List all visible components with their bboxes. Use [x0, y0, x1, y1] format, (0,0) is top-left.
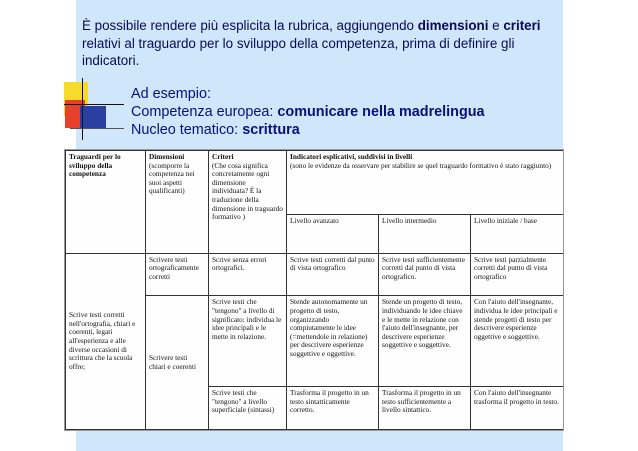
criterion-cell: Scrive testi che "tengono" a livello di significato: individua le idee principali e le mette in relazione. [209, 296, 287, 387]
rubric-table-container [64, 149, 564, 431]
intermediate-cell: Scrive testi sufficientemente corretti dal punto di vista ortografico. [379, 253, 471, 296]
table-row [66, 253, 564, 296]
header-dimensioni: Dimensioni (scomporre la competenza nei suoi aspetti qualificanti) [146, 151, 209, 254]
competence-line [131, 103, 485, 121]
example-block [131, 85, 485, 139]
header-traguardi: Traguardi per lo sviluppo della competenza [66, 151, 146, 254]
example-heading: Ad esempio: [131, 86, 211, 102]
level-advanced: Livello avanzato [287, 214, 379, 253]
criterion-cell: Scrive senza errori ortografici. [209, 253, 287, 296]
intermediate-cell: Stende un progetto di testo, individuando le idee chiave e le mette in relazione con l'aiuto dell'insegnante, per descrivere esperienze soggettive e soggettive. [379, 296, 471, 387]
competence-value: comunicare nella madrelingua [277, 104, 485, 120]
rubric-table [65, 150, 564, 430]
nucleus-value: scrittura [242, 122, 300, 138]
header-criteri: Criteri (Che cosa significa concretamente ogni dimensione individuata? È la traduzione della dimensione in traguardo formativo ) [209, 151, 287, 254]
advanced-cell: Scrive testi corretti dal punto di vista ortografico [287, 253, 379, 296]
dimension-cell: Scrivere testi chiari e coerenti [146, 296, 209, 430]
competence-label: Competenza europea: [131, 104, 278, 120]
intro-paragraph [82, 17, 554, 70]
table-header-row [66, 151, 564, 215]
header-indicatori: Indicatori esplicativi, suddivisi in livelli (sono le evidenze da osservare per stabilire se quel traguardo formativo è stato raggiunto) [287, 151, 564, 215]
basic-cell: Con l'aiuto dell'insegnante, individua le idee principali e stende progetti di testo per descrivere esperienze oggettive e soggettive. [471, 296, 564, 387]
basic-cell: Scrive testi parzialmente corretti dal punto di vista ortografico [471, 253, 564, 296]
intermediate-cell: Trasforma il progetto in un testo sufficientemente a livello sintattico. [379, 387, 471, 430]
level-basic: Livello iniziale / base [471, 214, 564, 253]
intro-text-3: relativi al traguardo per lo sviluppo della competenza, prima di definire gli indicatori. [82, 35, 515, 68]
competence-cell: Scrive testi corretti nell'ortografia, chiari e coerenti, legati all'esperienza e alle diverse occasioni di scrittura che la scuola offre; [66, 253, 146, 429]
decorative-squares-graphic [64, 78, 124, 140]
nucleus-line [131, 121, 485, 139]
intro-text-1: È possibile rendere più esplicita la rubrica, aggiungendo [82, 18, 418, 33]
advanced-cell: Stende autonomamente un progetto di testo, organizzando compiutamente le idee (=mettendole in relazione) per descrivere esperienze soggettive e oggettive. [287, 296, 379, 387]
advanced-cell: Trasforma il progetto in un testo sintatticamente corretto. [287, 387, 379, 430]
intro-keyword-dimensioni: dimensioni [417, 18, 489, 33]
basic-cell: Con l'aiuto dell'insegnante trasforma il progetto in testo. [471, 387, 564, 430]
dimension-cell: Scrivere testi ortograficamente corretti [146, 253, 209, 296]
nucleus-label: Nucleo tematico: [131, 122, 243, 138]
criterion-cell: Scrive testi che "tengono" a livello superficiale (sintassi) [209, 387, 287, 430]
intro-text-2: e [488, 18, 504, 33]
level-intermediate: Livello intermedio [379, 214, 471, 253]
intro-keyword-criteri: criteri [503, 18, 541, 33]
